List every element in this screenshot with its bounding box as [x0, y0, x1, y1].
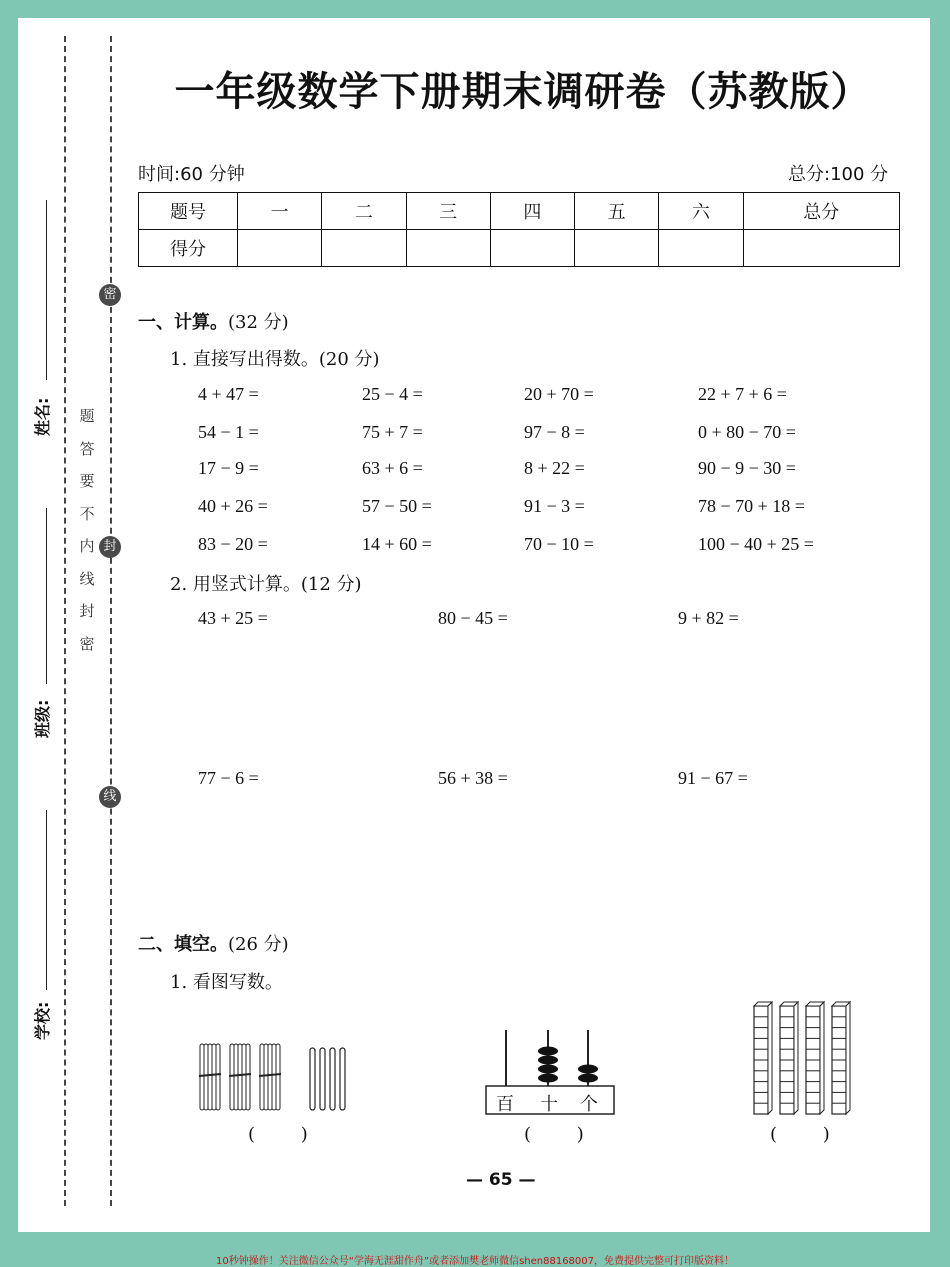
score-cell[interactable] [575, 230, 659, 267]
exercise: 14 + 60 = [362, 534, 432, 554]
vertical-exercise: 9 + 82 = [678, 608, 739, 628]
q2-label: 2. 用竖式计算。(12 分) [170, 574, 362, 595]
section2-points: (26 分) [228, 934, 289, 955]
binding-warning [76, 400, 98, 660]
vertical-exercise: 91 − 67 = [678, 768, 748, 788]
exercise: 100 − 40 + 25 = [698, 534, 814, 554]
score-row-label: 得分 [139, 230, 238, 267]
exercise: 40 + 26 = [198, 496, 268, 516]
abacus-beads-tens [538, 1047, 558, 1083]
exercise: 90 − 9 − 30 = [698, 458, 796, 478]
exercise: 70 − 10 = [524, 534, 594, 554]
score-cell[interactable] [743, 230, 900, 267]
score-cell[interactable] [659, 230, 743, 267]
cube-rod [806, 1002, 824, 1114]
exercise: 54 − 1 = [198, 422, 259, 442]
exercise: 63 + 6 = [362, 458, 423, 478]
vertical-exercise: 77 − 6 = [198, 768, 259, 788]
cube-rod [832, 1002, 850, 1114]
score-cell[interactable] [406, 230, 490, 267]
exercise: 75 + 7 = [362, 422, 423, 442]
score-table-header: 三 [406, 193, 490, 230]
score-table-header: 五 [575, 193, 659, 230]
class-fill-line[interactable] [46, 508, 47, 684]
single-sticks [310, 1048, 345, 1110]
score-table-header: 总分 [743, 193, 900, 230]
abacus-beads-ones [578, 1065, 598, 1083]
score-cell[interactable] [238, 230, 322, 267]
cube-rod [754, 1002, 772, 1114]
answer-blank-3[interactable]: ( ) [770, 1124, 830, 1145]
score-table-header: 六 [659, 193, 743, 230]
seal-feng: 封 [99, 536, 121, 558]
seal-xian: 线 [99, 786, 121, 808]
exercise: 91 − 3 = [524, 496, 585, 516]
school-field-label: 学校: [33, 1001, 52, 1040]
page-title: 一年级数学下册期末调研卷（苏教版） [174, 69, 872, 115]
warning-char: 密 [79, 634, 95, 653]
cube-rod [780, 1002, 798, 1114]
exercise: 20 + 70 = [524, 384, 594, 404]
score-table [138, 192, 900, 267]
binding-dashed-line-outer [64, 36, 66, 1206]
exercise: 97 − 8 = [524, 422, 585, 442]
exercise: 8 + 22 = [524, 458, 585, 478]
warning-char: 不 [79, 504, 95, 523]
warning-char: 题 [79, 407, 95, 425]
abacus-label-tens: 十 [540, 1094, 558, 1115]
vertical-exercise: 56 + 38 = [438, 768, 508, 788]
footer-note: 10秒钟操作！关注微信公众号“学海无涯甜作舟”或者添加樊老师微信shen88168007，免费提供完整可打印版资料！ [215, 1256, 735, 1267]
answer-blank-1[interactable]: ( ) [248, 1124, 308, 1145]
section1-title: 一、计算。 [138, 312, 228, 333]
seal-mi: 密 [99, 284, 121, 306]
exercise: 83 − 20 = [198, 534, 268, 554]
score-table-row [139, 230, 900, 267]
vertical-exercise: 80 − 45 = [438, 608, 508, 628]
cube-rods-figure [750, 1000, 854, 1116]
abacus-label-ones: 个 [580, 1094, 598, 1115]
exercise: 57 − 50 = [362, 496, 432, 516]
section2-heading [138, 930, 289, 956]
score-table-header-row [139, 193, 900, 230]
exercise: 22 + 7 + 6 = [698, 384, 787, 404]
class-field-label: 班级: [33, 699, 52, 738]
name-field-label: 姓名: [33, 397, 52, 436]
score-cell[interactable] [490, 230, 574, 267]
section1-points: (32 分) [228, 312, 289, 333]
exercise: 78 − 70 + 18 = [698, 496, 805, 516]
warning-char: 内 [79, 537, 95, 555]
score-table-header: 一 [238, 193, 322, 230]
abacus-label-hundreds: 百 [496, 1094, 514, 1115]
exercise: 0 + 80 − 70 = [698, 422, 796, 442]
stick-bundle [229, 1044, 251, 1110]
school-fill-line[interactable] [46, 810, 47, 990]
section1-heading [138, 308, 289, 334]
warning-char: 线 [79, 569, 95, 588]
stick-bundle [199, 1044, 221, 1110]
answer-blank-2[interactable]: ( ) [524, 1124, 584, 1145]
q1-label: 1. 直接写出得数。(20 分) [170, 349, 380, 370]
stick-bundles-figure [196, 1040, 356, 1114]
score-table-header: 四 [490, 193, 574, 230]
name-fill-line[interactable] [46, 200, 47, 380]
score-cell[interactable] [322, 230, 406, 267]
time-label: 时间:60 分钟 [138, 164, 245, 185]
warning-char: 答 [79, 439, 95, 458]
warning-char: 要 [79, 472, 95, 490]
score-table-header: 二 [322, 193, 406, 230]
exercise: 4 + 47 = [198, 384, 259, 404]
score-table-header: 题号 [139, 193, 238, 230]
section2-title: 二、填空。 [138, 934, 228, 955]
s2-q1-label: 1. 看图写数。 [170, 972, 283, 993]
total-label: 总分:100 分 [788, 164, 889, 185]
vertical-exercise: 43 + 25 = [198, 608, 268, 628]
exercise: 17 − 9 = [198, 458, 259, 478]
stick-bundle [259, 1044, 281, 1110]
page-number: — 65 — [466, 1170, 536, 1190]
binding-dashed-line-inner [110, 36, 112, 1206]
exercise: 25 − 4 = [362, 384, 423, 404]
warning-char: 封 [79, 602, 95, 620]
